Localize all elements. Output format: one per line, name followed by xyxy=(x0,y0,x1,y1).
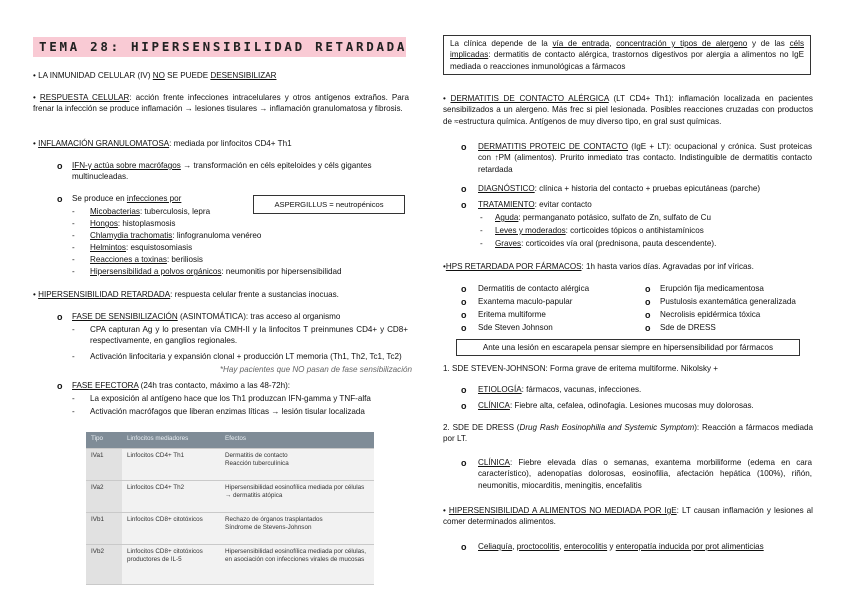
circle-bullet-icon: o xyxy=(461,458,467,468)
table-row: IVb1 Linfocitos CD8+ citotóxicos Rechazo de órganos trasplantados Síndrome de Stevens-Johnson xyxy=(86,513,374,545)
fase-efectora: FASE EFECTORA (24h tras contacto, máximo a las 48-72h): xyxy=(72,381,291,390)
fase-sensibilizacion: FASE DE SENSIBILIZACIÓN (ASINTOMÁTICA): tras acceso al organismo xyxy=(72,312,341,321)
ifn-item: IFN-γ actúa sobre macrófagos → transformación en céls epiteloides y céls gigantes multinucleadas. xyxy=(72,161,372,182)
se-produce-item: Se produce en infecciones por xyxy=(72,194,182,203)
clinica-box: La clínica depende de la vía de entrada, concentración y tipos de alergeno y de las céls implicadas: dermatitis de contacto alérgica, trastornos digestivos por alergia a alimentos no IgE mediada o reacciones inmunológicas a fármacos xyxy=(443,35,811,75)
list-item: Activación linfocitaria y expansión clonal + producción LT memoria (Th1, Th2, Tc1, Tc2) xyxy=(90,352,402,361)
etiologia: ETIOLOGÍA: fármacos, vacunas, infecciones. xyxy=(478,385,642,394)
table-row: IVb2 Linfocitos CD8+ citotóxicos productores de IL-5 Hipersensibilidad eosinofílica mediada por células, en asociación con infecciones virales de mucosas xyxy=(86,545,374,585)
table-header: Tipo xyxy=(86,432,122,449)
circle-bullet-icon: o xyxy=(461,184,467,194)
list-item: Hipersensibilidad a polvos orgánicos: neumonitis por hipersensibilidad xyxy=(90,267,342,276)
list-item: CPA capturan Ag y lo presentan vía CMH-II y la linfocitos T preinmunes CD4+ y CD8+ respectivamente, en ganglios regionales. xyxy=(90,325,408,346)
list-item: Micobacterias: tuberculosis, lepra xyxy=(90,207,211,216)
inflamacion-granulomatosa: • INFLAMACIÓN GRANULOMATOSA: mediada por linfocitos CD4+ Th1 xyxy=(33,139,292,148)
clinica-dress: CLÍNICA: Fiebre elevada días o semanas, exantema morbiliforme (edema en cara característico), adenopatías dolorosas, eosinofilia, afectación hepática (100%), riñón, neumonitis, miocarditis, meningitis, encefalitis xyxy=(478,458,812,490)
sde-dress: 2. SDE DE DRESS (Drug Rash Eosinophilia and Systemic Symptom): Reacción a fármacos mediada por LT. xyxy=(443,423,814,444)
clinica-sj: CLÍNICA: Fiebre alta, cefalea, odinofagia. Lesiones mucosas muy dolorosas. xyxy=(478,401,754,410)
hypersensitivity-table xyxy=(86,432,374,585)
list-item: Graves: corticoides vía oral (prednisona, pauta descendente). xyxy=(495,239,717,248)
list-item: Erupción fija medicamentosa xyxy=(660,284,764,293)
list-item: Dermatitis de contacto alérgica xyxy=(478,284,590,293)
circle-bullet-icon: o xyxy=(461,542,467,552)
intro-line: • LA INMUNIDAD CELULAR (IV) NO SE PUEDE DESENSIBILIZAR xyxy=(33,71,277,80)
hipersensibilidad-alimentos: • HIPERSENSIBILIDAD A ALIMENTOS NO MEDIADA POR IgE: LT causan inflamación y lesiones al comer determinados alimentos. xyxy=(443,506,813,527)
circle-bullet-icon: o xyxy=(57,312,63,322)
tratamiento: TRATAMIENTO: evitar contacto xyxy=(478,200,592,209)
list-item: Leves y moderados: corticoides tópicos o antihistamínicos xyxy=(495,226,704,235)
circle-bullet-icon: o xyxy=(57,161,63,171)
hps-farmacos: •HPS RETARDADA POR FÁRMACOS: 1h hasta varios días. Agravadas por inf víricas. xyxy=(443,262,754,271)
table-header: Linfocitos mediadores xyxy=(122,432,220,449)
list-item: La exposición al antígeno hace que los Th1 produzcan IFN-gamma y TNF-alfa xyxy=(90,394,371,403)
sde-steven-johnson: 1. SDE STEVEN-JOHNSON: Forma grave de eritema multiforme. Nikolsky + xyxy=(443,364,719,373)
dermatitis-contacto-alergica: • DERMATITIS DE CONTACTO ALÉRGICA (LT CD4+ Th1): inflamación localizada en pacientes sensibilizados a un alergeno. Más frec si piel lesionada. Posibles reacciones cruzadas con productos de ≈estructura química. Antígenos de muy diverso tipo, en gral sust químicas. xyxy=(443,94,813,126)
circle-bullet-icon: o xyxy=(461,385,467,395)
table-row: IVa1 Linfocitos CD4+ Th1 Dermatitis de contacto Reacción tuberculínica xyxy=(86,449,374,481)
circle-bullet-icon: o xyxy=(57,381,63,391)
circle-bullet-icon: o xyxy=(461,200,467,210)
list-item: Sde de DRESS xyxy=(660,323,716,332)
hsa-list: Celiaquía, proctocolitis, enterocolitis y enteropatía inducida por prot alimenticias xyxy=(478,542,764,551)
diagnostico: DIAGNÓSTICO: clínica + historia del contacto + pruebas epicutáneas (parche) xyxy=(478,184,761,193)
list-item: Activación macrófagos que liberan enzimas líticas → lesión tisular localizada xyxy=(90,407,365,416)
list-item: Chlamydia trachomatis: linfogranuloma venéreo xyxy=(90,231,262,240)
table-header-row xyxy=(86,432,374,449)
hipersensibilidad-retardada: • HIPERSENSIBILIDAD RETARDADA: respuesta celular frente a sustancias inocuas. xyxy=(33,290,339,299)
circle-bullet-icon: o xyxy=(461,401,467,411)
fase-note: *Hay pacientes que NO pasan de fase sensibilización xyxy=(219,365,412,374)
list-item: Pustulosis exantemática generalizada xyxy=(660,297,796,306)
list-item: Necrolisis epidérmica tóxica xyxy=(660,310,761,319)
page-title: TEMA 28: HIPERSENSIBILIDAD RETARDADA xyxy=(39,39,408,54)
dermatitis-proteica: DERMATITIS PROTEIC DE CONTACTO (IgE + LT): ocupacional y crónica. Sust proteicas con ↑PM (alimentos). Prurito inmediato tras contacto. Indistinguible de dermatitis contacto retardada xyxy=(478,142,812,174)
circle-bullet-icon: o xyxy=(461,142,467,152)
list-item: Reacciones a toxinas: beriliosis xyxy=(90,255,203,264)
table-row: IVa2 Linfocitos CD4+ Th2 Hipersensibilidad eosinofílica mediada por células → dermatitis atópica xyxy=(86,481,374,513)
list-item: Helmintos: esquistosomiasis xyxy=(90,243,193,252)
list-item: Hongos: histoplasmosis xyxy=(90,219,176,228)
aspergillus-box: ASPERGILLUS = neutropénicos xyxy=(253,195,405,214)
list-item: Eritema multiforme xyxy=(478,310,546,319)
escarapela-box: Ante una lesión en escarapela pensar siempre en hipersensibilidad por fármacos xyxy=(456,339,800,356)
list-item: Exantema maculo-papular xyxy=(478,297,573,306)
circle-bullet-icon: o xyxy=(57,194,63,204)
list-item: Sde Steven Johnson xyxy=(478,323,553,332)
list-item: Aguda: permanganato potásico, sulfato de Zn, sulfato de Cu xyxy=(495,213,711,222)
table-header: Efectos xyxy=(220,432,374,449)
respuesta-celular: • RESPUESTA CELULAR: acción frente infecciones intracelulares y otros antígenos extraños. Para frenar la infección se produce inflamación → lesiones tisulares → inflamación granulomatosa y fibrosis. xyxy=(33,93,409,114)
